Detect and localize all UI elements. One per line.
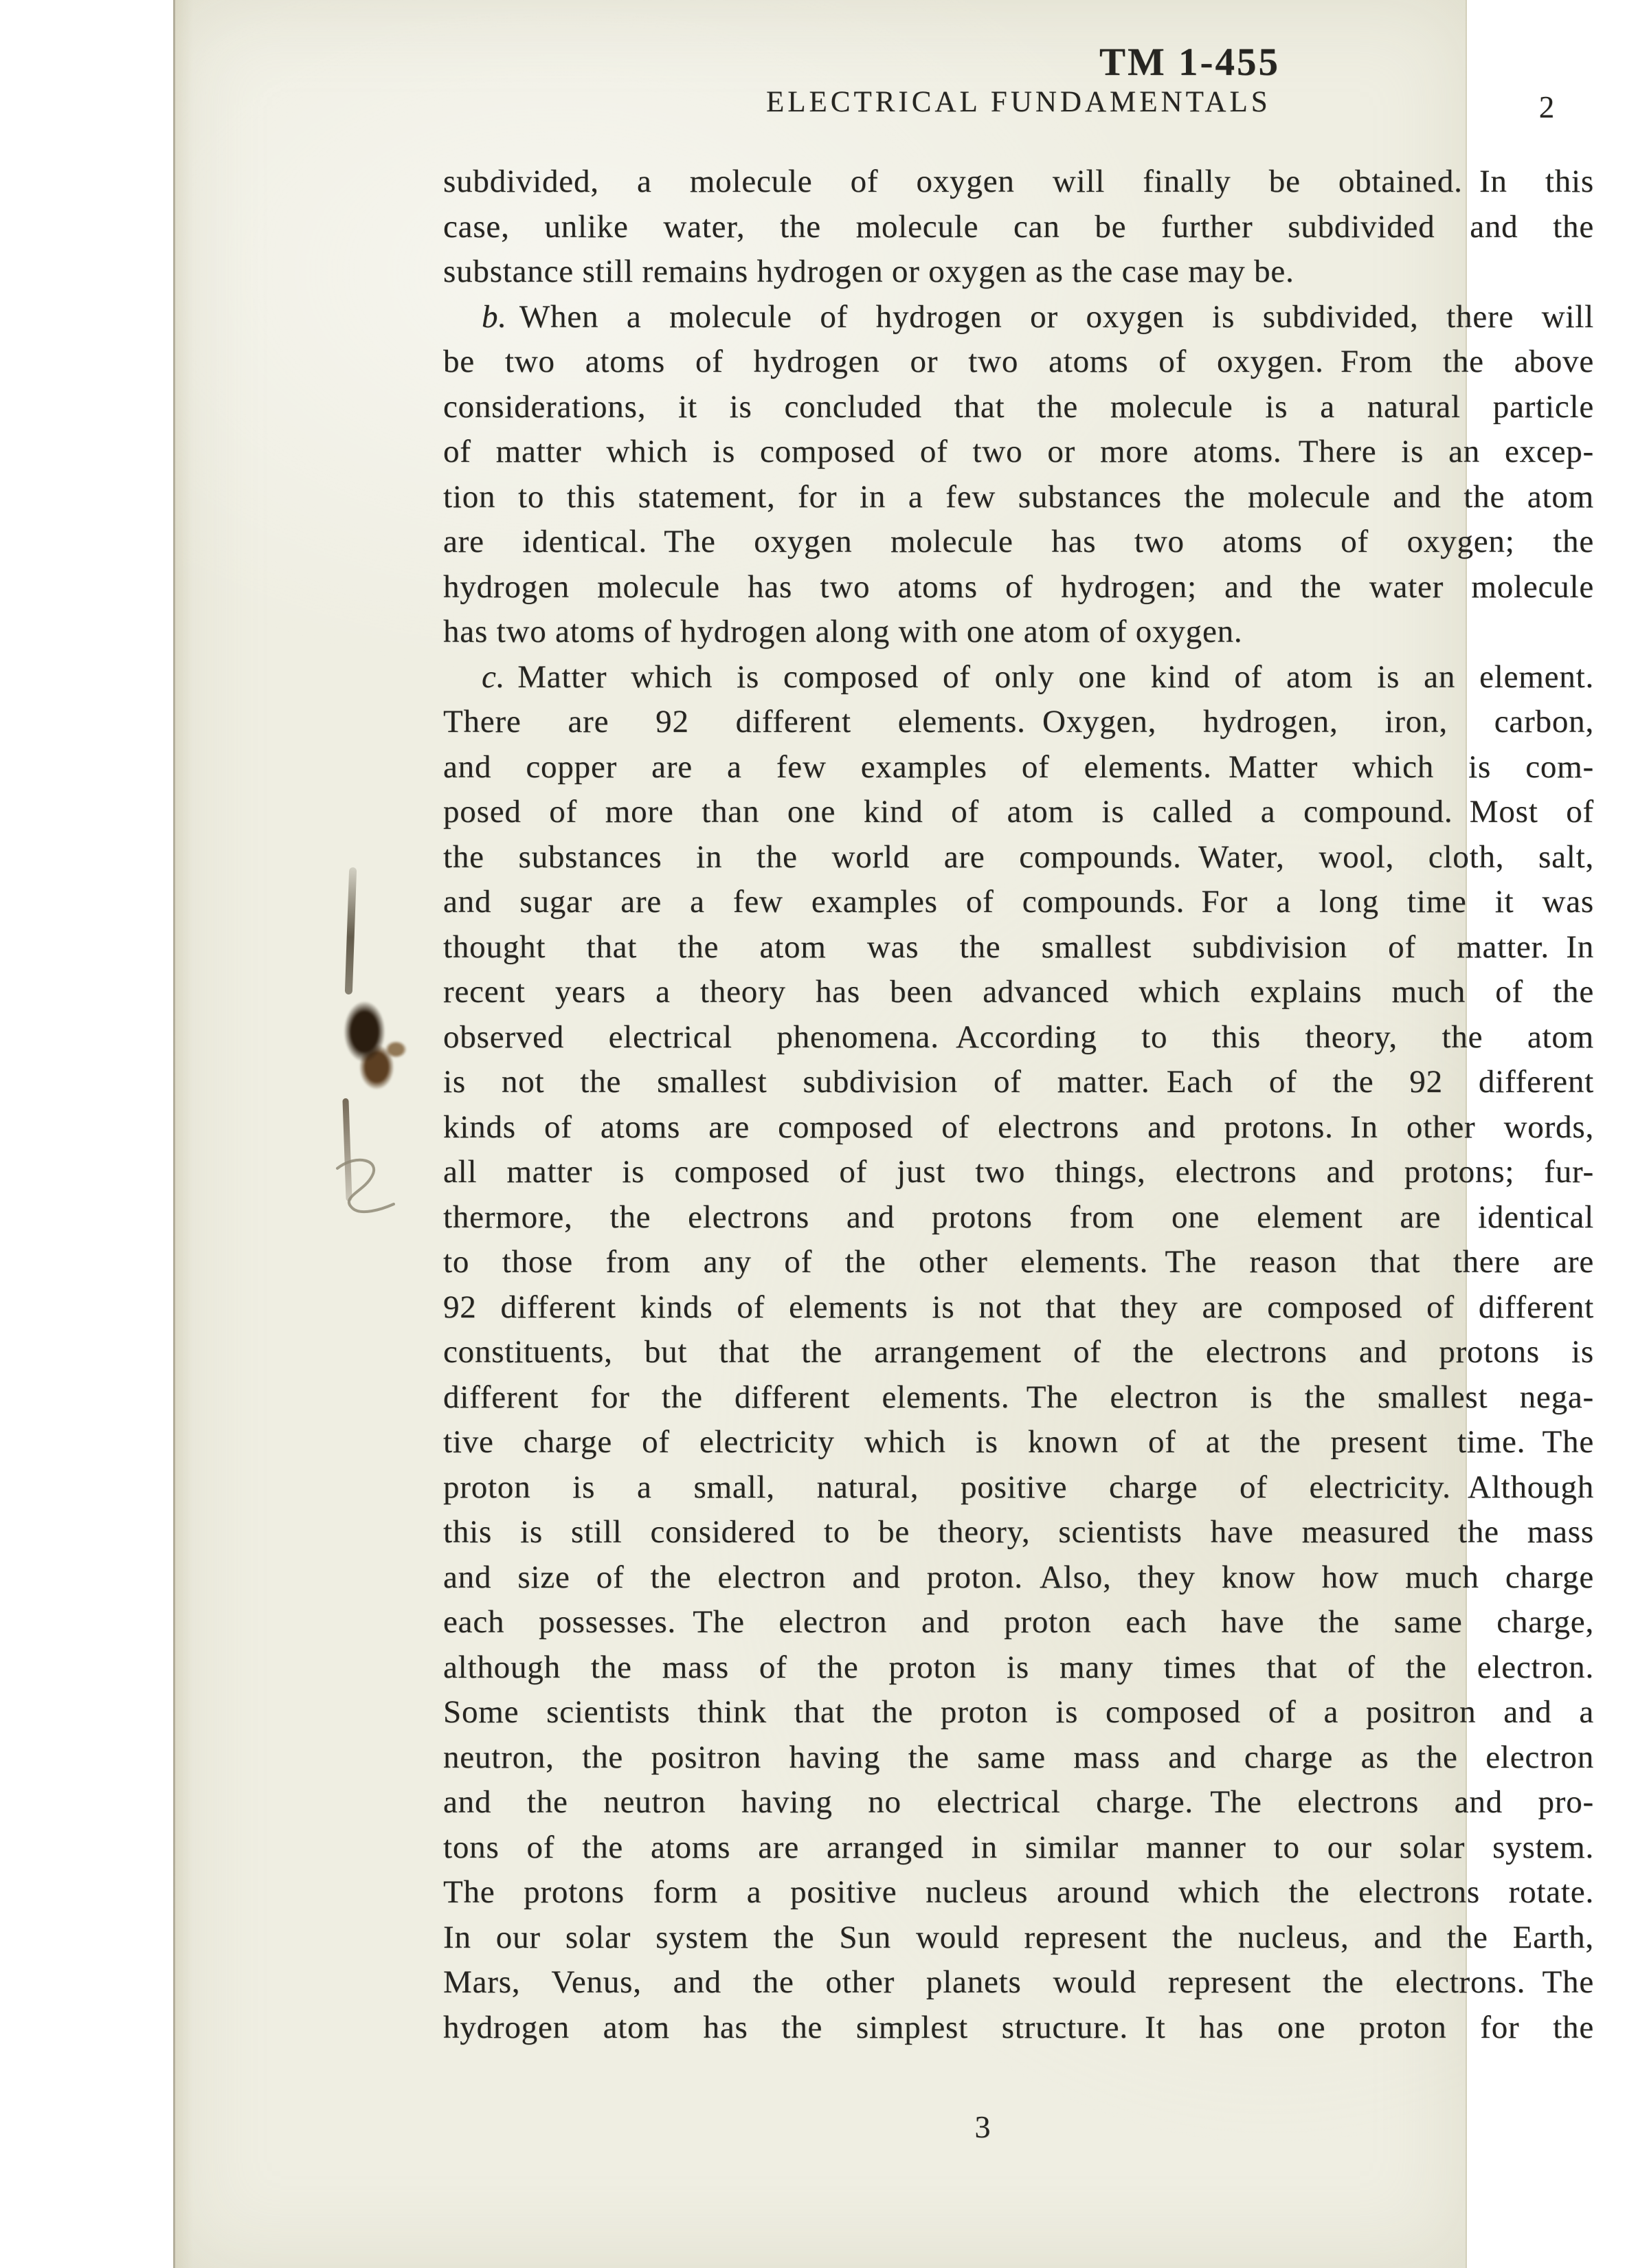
body-text-line bbox=[443, 1690, 1594, 1735]
header-paragraph-number: 2 bbox=[1538, 90, 1555, 124]
body-text-line bbox=[443, 249, 1594, 295]
body-text-line bbox=[443, 1375, 1594, 1421]
line-text: constituents, but that the arrangement of the electrons and protons is bbox=[443, 1334, 1594, 1370]
body-text bbox=[443, 159, 1594, 2050]
paper-damage-stain bbox=[337, 975, 409, 1111]
line-text: thermore, the electrons and protons from one element are identical bbox=[443, 1199, 1594, 1235]
line-text: When a molecule of hydrogen or oxygen is subdivided, there will bbox=[519, 298, 1594, 335]
body-text-line bbox=[443, 1420, 1594, 1465]
line-text: The protons form a positive nucleus around which the electrons rotate. bbox=[443, 1874, 1594, 1910]
line-text: and copper are a few examples of elements. Matter which is com- bbox=[443, 748, 1594, 785]
line-text: Mars, Venus, and the other planets would represent the electrons. The bbox=[443, 1964, 1594, 2000]
body-text-line bbox=[443, 880, 1594, 925]
body-text-line bbox=[443, 1825, 1594, 1871]
body-text-line bbox=[443, 1780, 1594, 1825]
header-running-title: ELECTRICAL FUNDAMENTALS bbox=[766, 86, 1271, 118]
line-text: and sugar are a few examples of compounds. For a long time it was bbox=[443, 884, 1594, 920]
line-text: subdivided, a molecule of oxygen will finally be obtained. In this bbox=[443, 164, 1594, 199]
body-text-line bbox=[443, 1510, 1594, 1555]
line-text: considerations, it is concluded that the molecule is a natural particle bbox=[443, 388, 1594, 425]
footer-page-number: 3 bbox=[974, 2109, 991, 2144]
body-text-line bbox=[443, 430, 1594, 475]
line-text: of matter which is composed of two or more atoms. There is an excep- bbox=[443, 434, 1594, 469]
body-text-line bbox=[443, 1060, 1594, 1105]
body-text-line bbox=[443, 1150, 1594, 1195]
body-text-line bbox=[443, 1600, 1594, 1645]
body-text-line bbox=[443, 340, 1594, 385]
body-text-line bbox=[443, 1735, 1594, 1781]
line-text: tive charge of electricity which is known of at the present time. The bbox=[443, 1424, 1594, 1460]
body-text-line bbox=[443, 1465, 1594, 1511]
line-text: kinds of atoms are composed of electrons and protons. In other words, bbox=[443, 1109, 1594, 1145]
body-text-line bbox=[443, 790, 1594, 835]
body-text-line bbox=[443, 610, 1594, 655]
line-text: although the mass of the proton is many times that of the electron. bbox=[443, 1649, 1594, 1685]
body-text-line bbox=[443, 1915, 1594, 1961]
line-text: thought that the atom was the smallest subdivision of matter. In bbox=[443, 929, 1594, 965]
paragraph-letter: c. bbox=[482, 658, 506, 695]
line-text: Matter which is composed of only one kind of atom is an element. bbox=[517, 658, 1594, 695]
body-text-line bbox=[443, 205, 1594, 250]
body-text-line bbox=[443, 925, 1594, 970]
body-text-line bbox=[443, 1960, 1594, 2005]
line-text: all matter is composed of just two things, electrons and protons; fur- bbox=[443, 1154, 1594, 1190]
body-text-line bbox=[443, 1240, 1594, 1285]
body-text-line bbox=[443, 565, 1594, 610]
line-text: observed electrical phenomena. According to this theory, the atom bbox=[443, 1019, 1594, 1055]
body-text-line bbox=[443, 2005, 1594, 2051]
body-text-line bbox=[443, 700, 1594, 745]
line-text: Some scientists think that the proton is composed of a positron and a bbox=[443, 1694, 1594, 1730]
body-text-line bbox=[443, 1330, 1594, 1375]
body-text-line bbox=[443, 970, 1594, 1015]
body-text-line bbox=[443, 1105, 1594, 1150]
body-text-line bbox=[443, 1645, 1594, 1691]
pencil-squiggle-mark bbox=[328, 1149, 417, 1225]
line-text: is not the smallest subdivision of matter. Each of the 92 different bbox=[443, 1064, 1594, 1100]
line-text: and size of the electron and proton. Also, they know how much charge bbox=[443, 1559, 1594, 1595]
line-text: tons of the atoms are arranged in similar manner to our solar system. bbox=[443, 1829, 1594, 1865]
line-text: There are 92 different elements. Oxygen, hydrogen, iron, carbon, bbox=[443, 704, 1594, 740]
body-text-line bbox=[443, 520, 1594, 565]
body-text-line bbox=[443, 295, 1594, 340]
body-text-line bbox=[443, 475, 1594, 520]
body-text-line bbox=[443, 1015, 1594, 1060]
line-text: be two atoms of hydrogen or two atoms of oxygen. From the above bbox=[443, 344, 1594, 379]
line-text: each possesses. The electron and proton each have the same charge, bbox=[443, 1604, 1594, 1640]
line-text: 92 different kinds of elements is not that they are composed of different bbox=[443, 1289, 1594, 1325]
line-text: tion to this statement, for in a few substances the molecule and the atom bbox=[443, 478, 1594, 515]
line-text: are identical. The oxygen molecule has two atoms of oxygen; the bbox=[443, 524, 1594, 559]
header-manual-number: TM 1-455 bbox=[1099, 41, 1280, 84]
line-text: proton is a small, natural, positive charge of electricity. Although bbox=[443, 1469, 1594, 1505]
line-text: substance still remains hydrogen or oxygen as the case may be. bbox=[443, 254, 1294, 289]
line-text: hydrogen molecule has two atoms of hydrogen; and the water molecule bbox=[443, 568, 1594, 605]
line-text: has two atoms of hydrogen along with one atom of oxygen. bbox=[443, 614, 1243, 649]
line-text: the substances in the world are compounds. Water, wool, cloth, salt, bbox=[443, 838, 1594, 875]
body-text-line bbox=[443, 1555, 1594, 1601]
line-text: In our solar system the Sun would represent the nucleus, and the Earth, bbox=[443, 1919, 1594, 1955]
line-text: recent years a theory has been advanced which explains much of the bbox=[443, 974, 1594, 1010]
body-text-line bbox=[443, 1195, 1594, 1241]
line-text: posed of more than one kind of atom is called a compound. Most of bbox=[443, 794, 1594, 830]
body-text-line bbox=[443, 159, 1594, 205]
paragraph-letter: b. bbox=[482, 298, 507, 335]
line-text: hydrogen atom has the simplest structure. It has one proton for the bbox=[443, 2009, 1594, 2045]
body-text-line bbox=[443, 1870, 1594, 1915]
body-text-line bbox=[443, 1285, 1594, 1331]
body-text-line bbox=[443, 655, 1594, 700]
line-text: to those from any of the other elements. The reason that there are bbox=[443, 1244, 1594, 1280]
body-text-line bbox=[443, 835, 1594, 880]
line-text: case, unlike water, the molecule can be further subdivided and the bbox=[443, 208, 1594, 245]
line-text: this is still considered to be theory, scientists have measured the mass bbox=[443, 1514, 1594, 1550]
body-text-line bbox=[443, 385, 1594, 430]
line-text: different for the different elements. The electron is the smallest nega- bbox=[443, 1379, 1594, 1415]
page bbox=[173, 0, 1594, 2268]
body-text-line bbox=[443, 745, 1594, 790]
line-text: neutron, the positron having the same mass and charge as the electron bbox=[443, 1739, 1594, 1775]
line-text: and the neutron having no electrical charge. The electrons and pro- bbox=[443, 1784, 1594, 1820]
